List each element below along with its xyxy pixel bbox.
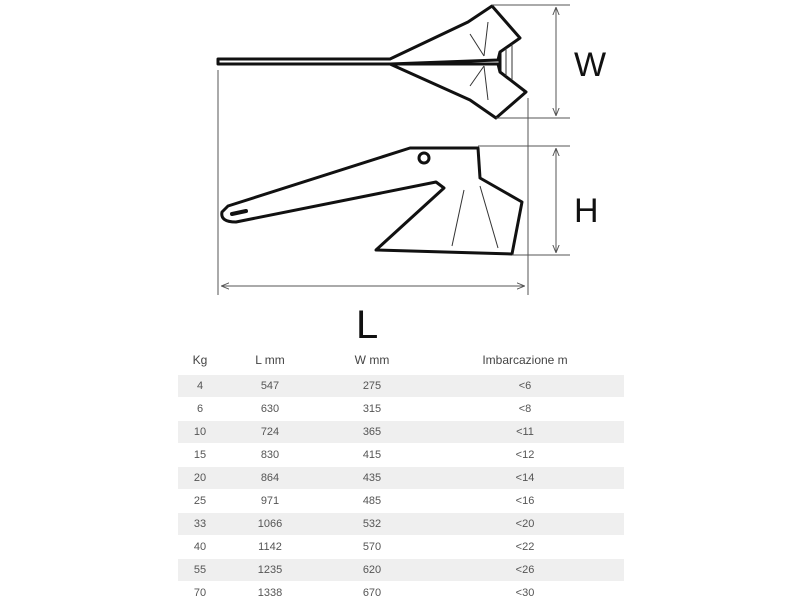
cell-kg: 33	[178, 513, 222, 536]
cell-boat-size: <11	[426, 421, 624, 444]
table-row	[178, 513, 624, 536]
cell-width: 620	[318, 559, 426, 582]
cell-width: 485	[318, 490, 426, 513]
table-row	[178, 398, 624, 421]
cell-length: 971	[222, 490, 318, 513]
cell-length: 1235	[222, 559, 318, 582]
header-boat-size: Imbarcazione m	[482, 353, 568, 367]
cell-boat-size: <8	[426, 398, 624, 421]
table-row	[178, 582, 624, 605]
cell-length: 630	[222, 398, 318, 421]
cell-kg: 55	[178, 559, 222, 582]
cell-width: 435	[318, 467, 426, 490]
cell-length: 1142	[222, 536, 318, 559]
height-label: H	[574, 192, 599, 230]
length-label: L	[356, 303, 379, 345]
header-width: W mm	[354, 353, 390, 367]
cell-boat-size: <12	[426, 444, 624, 467]
cell-kg: 40	[178, 536, 222, 559]
cell-length: 547	[222, 375, 318, 398]
cell-boat-size: <20	[426, 513, 624, 536]
cell-width: 365	[318, 421, 426, 444]
cell-length: 724	[222, 421, 318, 444]
cell-length: 830	[222, 444, 318, 467]
table-row	[178, 421, 624, 444]
table-row	[178, 536, 624, 559]
cell-kg: 4	[178, 375, 222, 398]
cell-width: 315	[318, 398, 426, 421]
cell-length: 1338	[222, 582, 318, 605]
header-length: L mm	[255, 353, 285, 367]
table-row	[178, 375, 624, 398]
anchor-top-view	[218, 6, 526, 118]
table-header-row	[178, 345, 624, 375]
cell-width: 415	[318, 444, 426, 467]
cell-length: 864	[222, 467, 318, 490]
cell-width: 570	[318, 536, 426, 559]
cell-boat-size: <30	[426, 582, 624, 605]
cell-boat-size: <22	[426, 536, 624, 559]
cell-kg: 10	[178, 421, 222, 444]
cell-boat-size: <16	[426, 490, 624, 513]
table-row	[178, 559, 624, 582]
cell-width: 275	[318, 375, 426, 398]
cell-width: 532	[318, 513, 426, 536]
cell-length: 1066	[222, 513, 318, 536]
cell-width: 670	[318, 582, 426, 605]
table-row	[178, 444, 624, 467]
anchor-side-view	[222, 148, 522, 254]
table-row	[178, 467, 624, 490]
cell-kg: 20	[178, 467, 222, 490]
width-label: W	[574, 46, 607, 84]
cell-kg: 6	[178, 398, 222, 421]
cell-kg: 70	[178, 582, 222, 605]
spec-table	[178, 345, 624, 605]
table-row	[178, 490, 624, 513]
cell-boat-size: <6	[426, 375, 624, 398]
cell-boat-size: <14	[426, 467, 624, 490]
header-kg: Kg	[192, 353, 208, 367]
cell-boat-size: <26	[426, 559, 624, 582]
cell-kg: 15	[178, 444, 222, 467]
cell-kg: 25	[178, 490, 222, 513]
